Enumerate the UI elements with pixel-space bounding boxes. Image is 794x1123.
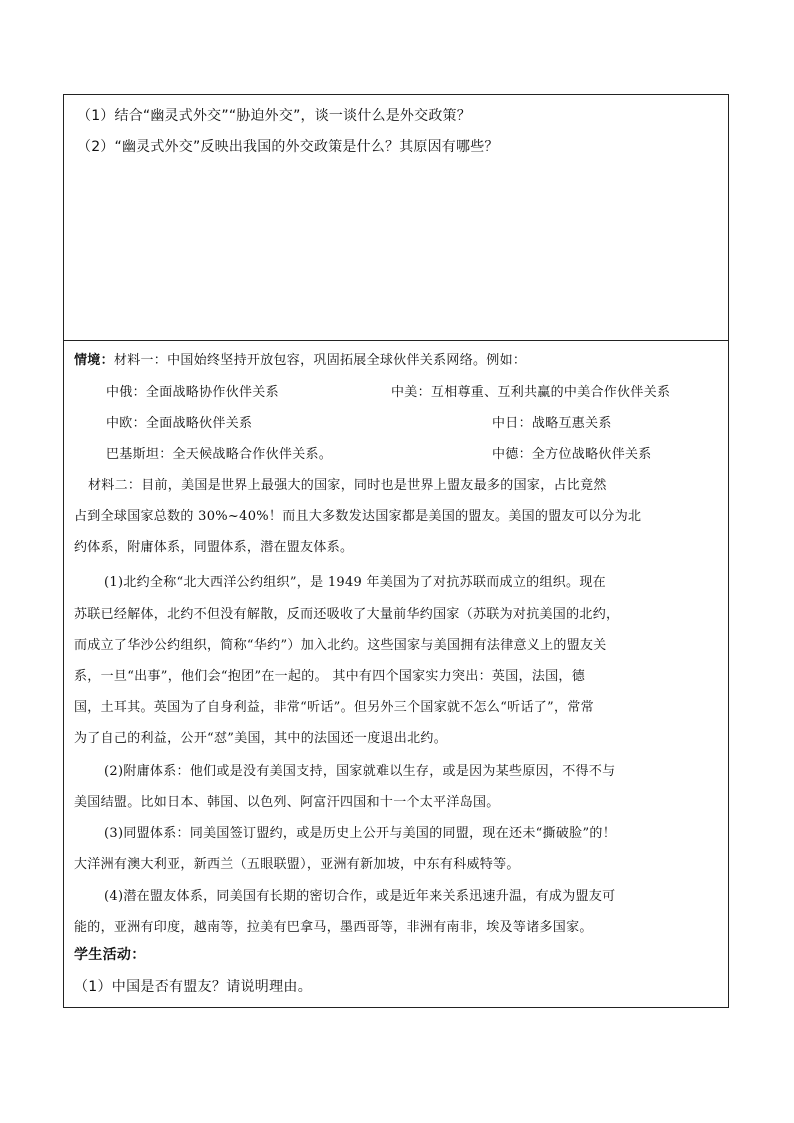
student-activity-label: 学生活动： <box>74 947 146 963</box>
scenario-label: 情境： <box>74 353 114 368</box>
material-1-intro: 材料一：中国始终坚持开放包容，巩固拓展全球伙伴关系网络。例如： <box>113 353 527 368</box>
material-2-line: 材料二：目前，美国是世界上最强大的国家，同时也是世界上盟友最多的国家，占比竟然 <box>88 478 607 493</box>
question-cell <box>63 94 729 340</box>
nato-line: 为了自己的利益，公开“怼”美国，其中的法国还一度退出北约。 <box>74 731 447 746</box>
partnership-item: 中日：战略互惠关系 <box>492 416 612 431</box>
nato-line: 系，一旦“出事”，他们会“抱团”在一起的。 其中有四个国家实力突出：英国，法国，德 <box>74 669 586 684</box>
nato-line: 国，土耳其。英国为了自身利益，非常“听话”。但另外三个国家就不怎么“听话了”，常常 <box>74 700 594 715</box>
potential-line: 能的，亚洲有印度，越南等，拉美有巴拿马，墨西哥等，非洲有南非，埃及等诸多国家。 <box>74 920 593 935</box>
partnership-item: 中美：互相尊重、互利共赢的中美合作伙伴关系 <box>391 385 671 400</box>
alliance-line: 大洋洲有澳大利亚，新西兰（五眼联盟），亚洲有新加坡，中东有科威特等。 <box>74 857 520 872</box>
material-1-line <box>74 349 526 368</box>
material-2-line: 占到全球国家总数的 30%~40%！而且大多数发达国家都是美国的盟友。美国的盟友可以分为北 <box>74 509 642 524</box>
nato-line: 苏联已经解体，北约不但没有解散，反而还吸收了大量前华约国家（苏联为对抗美国的北约， <box>74 607 620 622</box>
question-1: （1）结合“幽灵式外交”“胁迫外交”，谈一谈什么是外交政策？ <box>77 108 471 124</box>
alliance-line: (3)同盟体系：同美国签订盟约，或是历史上公开与美国的同盟，现在还未“撕破脸”的！ <box>104 826 617 841</box>
material-2-line: 约体系，附庸体系，同盟体系，潜在盟友体系。 <box>74 540 354 555</box>
nato-line: 而成立了华沙公约组织，简称“华约”）加入北约。这些国家与美国拥有法律意义上的盟友关 <box>74 638 607 653</box>
vassal-line: 美国结盟。比如日本、韩国、以色列、阿富汗四国和十一个太平洋岛国。 <box>74 795 500 810</box>
nato-line: (1)北约全称“北大西洋公约组织”，是 1949 年美国为了对抗苏联而成立的组织。现在 <box>104 575 606 590</box>
activity-question-1: （1）中国是否有盟友？请说明理由。 <box>74 979 313 995</box>
vassal-line: (2)附庸体系：他们或是没有美国支持，国家就难以生存，或是因为某些原因，不得不与 <box>104 764 616 779</box>
partnership-item: 中欧：全面战略伙伴关系 <box>106 416 253 431</box>
scenario-cell <box>63 340 729 1008</box>
partnership-item: 中德：全方位战略伙伴关系 <box>492 447 652 462</box>
question-2: （2）“幽灵式外交”反映出我国的外交政策是什么？其原因有哪些？ <box>77 139 499 155</box>
potential-line: (4)潜在盟友体系，同美国有长期的密切合作，或是近年来关系迅速升温，有成为盟友可 <box>104 889 616 904</box>
partnership-item: 中俄：全面战略协作伙伴关系 <box>106 385 279 400</box>
worksheet-table <box>63 94 729 1008</box>
partnership-item: 巴基斯坦：全天候战略合作伙伴关系。 <box>106 447 333 462</box>
